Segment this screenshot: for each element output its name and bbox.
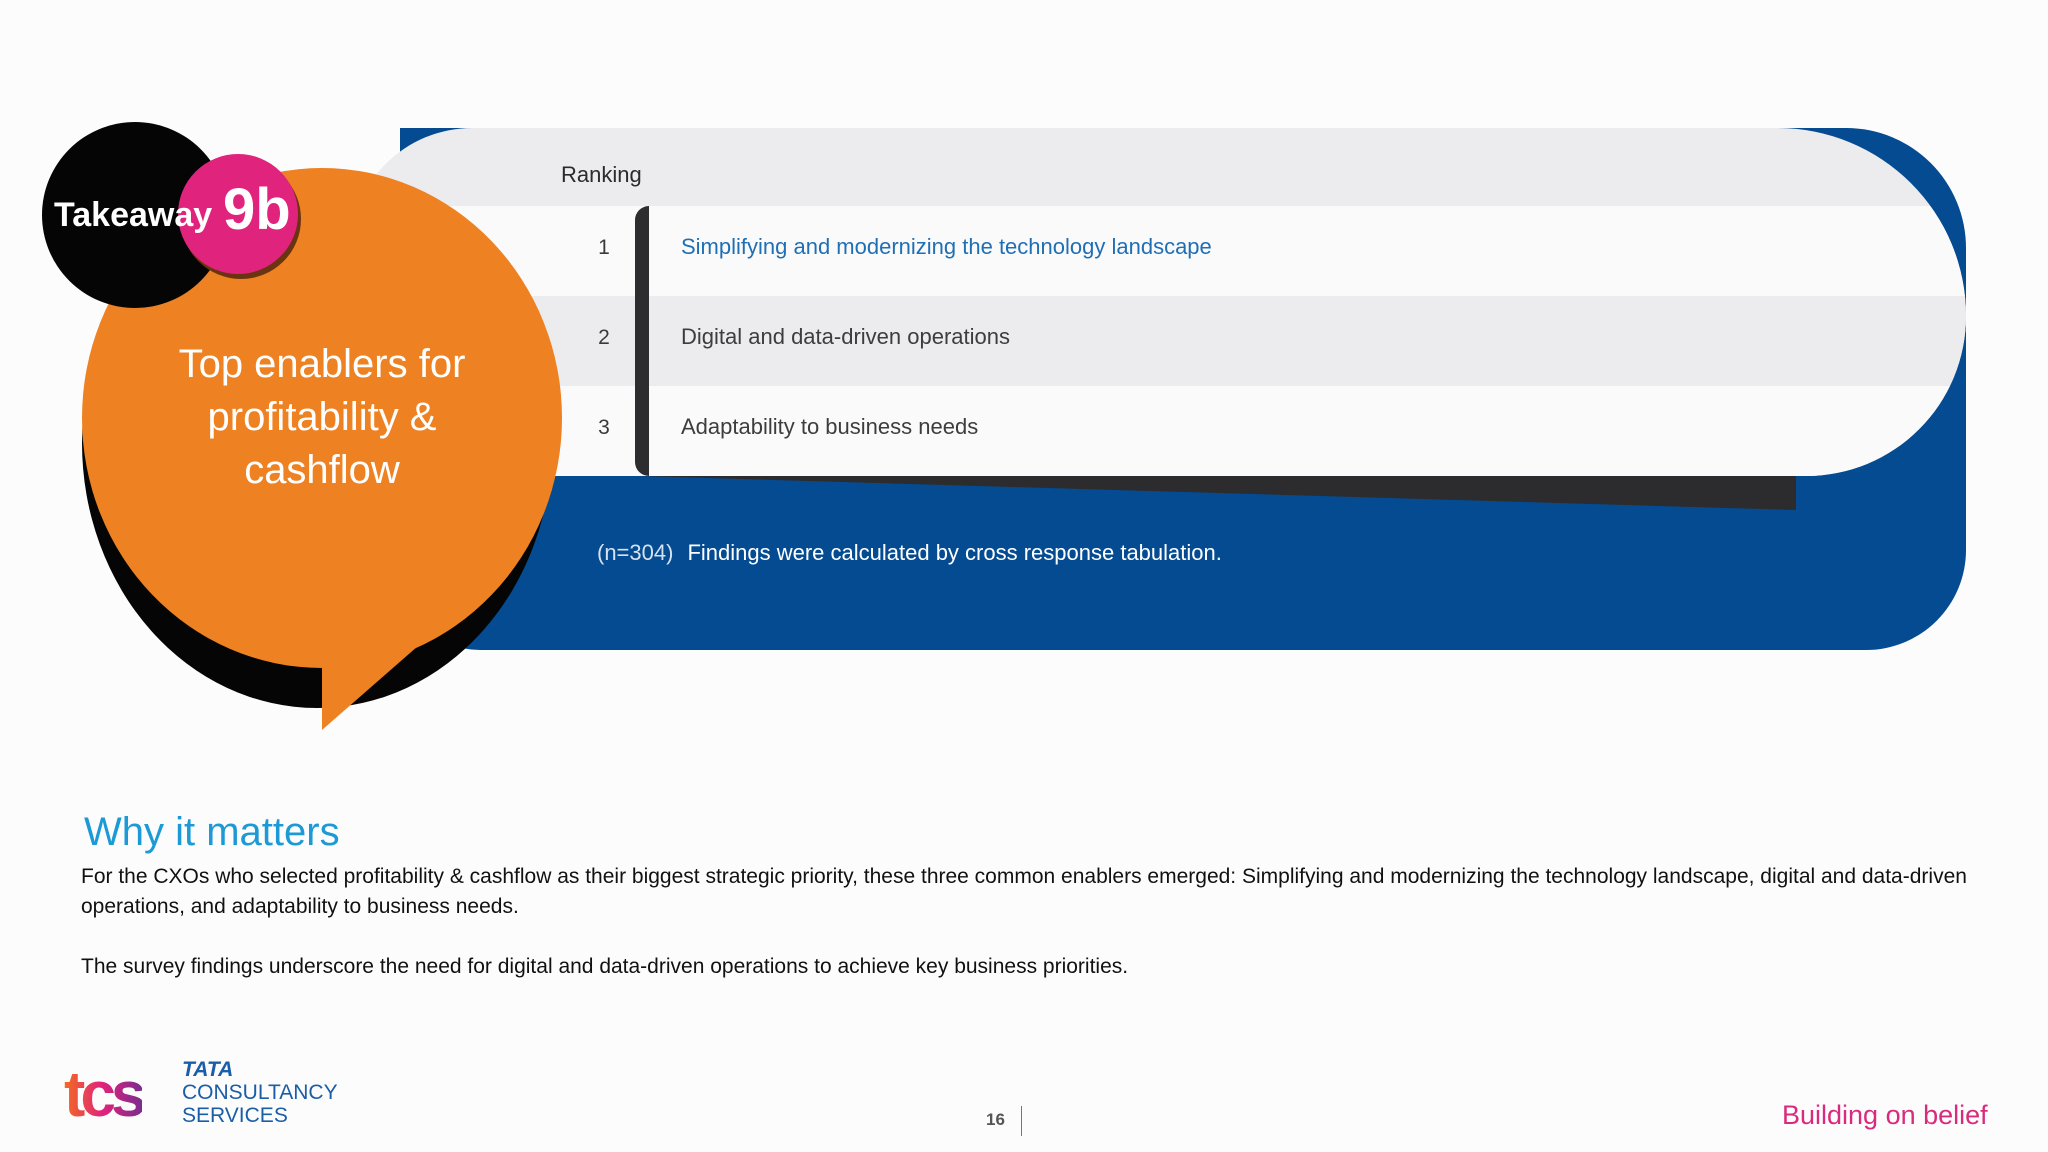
why-paragraph-1: For the CXOs who selected profitability & cashflow as their biggest strategic priority, these three common enablers emerged: Simplifying and modernizing the technology landscape, digital and data-driven operations, and adaptability to business needs. <box>81 865 1967 918</box>
rank-number: 3 <box>598 416 610 439</box>
takeaway-number: 9b <box>223 177 291 242</box>
bubble-line-1: Top enablers for <box>178 342 466 386</box>
bubble-line-3: cashflow <box>244 448 400 492</box>
rank-label: Adaptability to business needs <box>681 414 979 439</box>
sample-size: (n=304) <box>597 540 674 565</box>
tcs-logo-tata: TATA <box>182 1058 234 1081</box>
ranking-row-3 <box>350 386 1966 476</box>
ranking-header: Ranking <box>561 162 642 187</box>
ranking-bracket <box>635 206 649 476</box>
why-it-matters-title: Why it matters <box>84 810 340 854</box>
rank-label: Simplifying and modernizing the technology landscape <box>681 234 1212 259</box>
tcs-logo-mark: tcs <box>64 1058 142 1130</box>
ranking-table <box>350 128 1966 476</box>
footnote <box>597 540 1222 566</box>
page-number: 16 <box>986 1110 1005 1129</box>
tcs-logo-line-3: SERVICES <box>182 1104 288 1127</box>
tcs-logo-line-2: CONSULTANCY <box>182 1081 338 1104</box>
takeaway-label: Takeaway <box>54 196 213 234</box>
rank-label: Digital and data-driven operations <box>681 324 1010 349</box>
bubble-line-2: profitability & <box>207 395 437 439</box>
rank-number: 2 <box>598 326 610 349</box>
rank-number: 1 <box>598 236 610 259</box>
why-it-matters-body <box>81 862 2001 1012</box>
tcs-logo <box>64 1056 344 1130</box>
bubble-heading <box>122 338 522 497</box>
tagline: Building on belief <box>1782 1100 1988 1130</box>
footnote-text: Findings were calculated by cross response tabulation. <box>687 540 1222 565</box>
why-paragraph-2: The survey findings underscore the need for digital and data-driven operations to achieve key business priorities. <box>81 955 1129 978</box>
page-number-divider <box>1021 1106 1022 1136</box>
ranking-row-2 <box>350 296 1966 386</box>
ranking-row-1 <box>350 206 1966 296</box>
